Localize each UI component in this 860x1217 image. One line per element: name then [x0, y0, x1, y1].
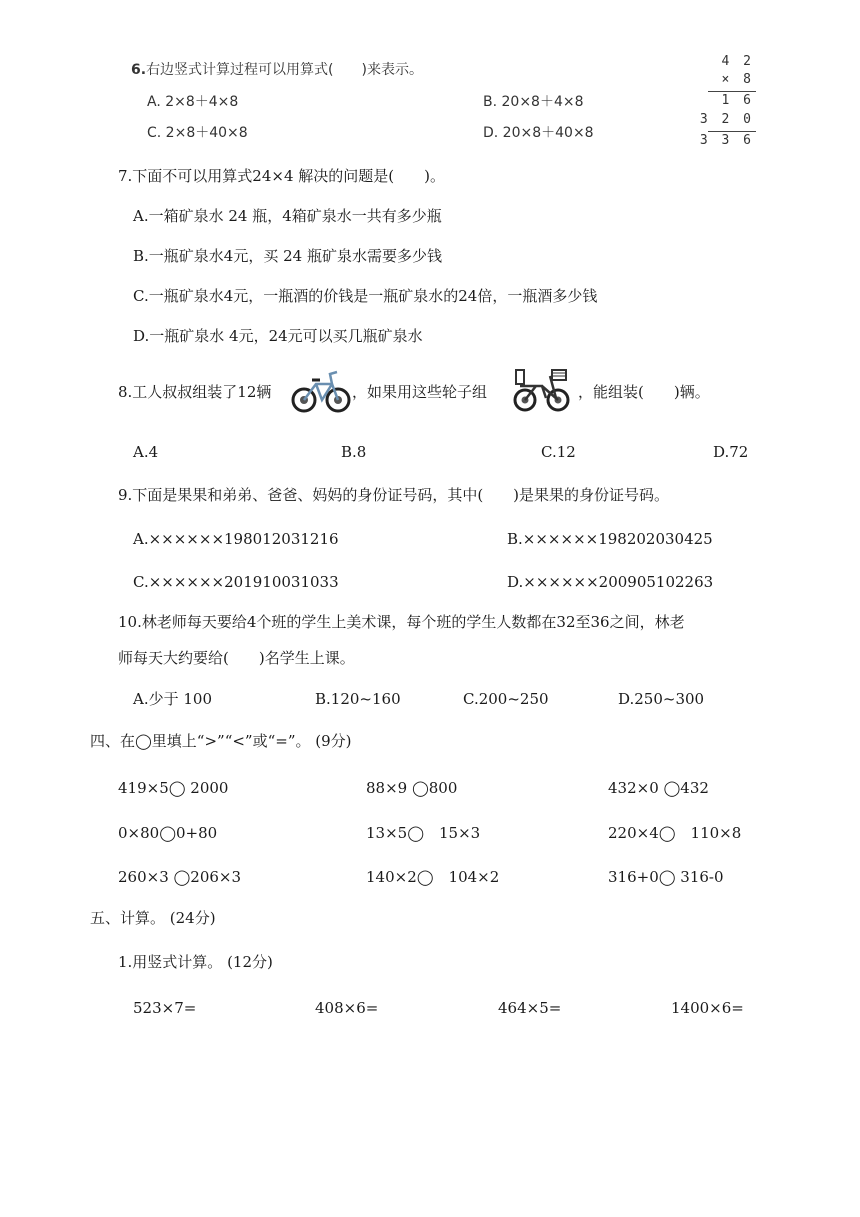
q10-stem-line2: 师每天大约要给( )名学生上课。: [118, 649, 355, 667]
vertical-divider: [708, 131, 756, 132]
q6-option-b: B. 20×8＋4×8: [483, 94, 584, 110]
q8-stem-part2: ，如果用这些轮子组: [352, 383, 488, 401]
q8-option-b: B.8: [341, 443, 367, 461]
calc-item: 408×6=: [315, 999, 379, 1017]
q7-stem: 7.下面不可以用算式24×4 解决的问题是( )。: [118, 167, 445, 185]
q6-option-c: C. 2×8＋40×8: [147, 125, 248, 141]
compare-item: 316+0◯ 316-0: [608, 868, 724, 886]
q8-stem-part3: ，能组装( )辆。: [578, 383, 710, 401]
compare-item: 0×80◯0+80: [118, 824, 218, 842]
vertical-row-partial-2: 3 2 0: [699, 112, 754, 127]
q10-option-b: B.120~160: [315, 690, 401, 708]
q7-option-c: C.一瓶矿泉水4元，一瓶酒的价钱是一瓶矿泉水的24倍，一瓶酒多少钱: [133, 287, 598, 305]
q9-option-d: D.××××××200905102263: [507, 573, 714, 591]
q6-stem: [131, 60, 423, 80]
section5-title: 五、计算。 (24分): [90, 909, 216, 927]
q9-option-a: A.××××××198012031216: [133, 530, 339, 548]
tricycle-icon: [512, 364, 572, 414]
calc-item: 464×5=: [498, 999, 562, 1017]
vertical-row-partial-1: 1 6: [721, 93, 754, 108]
section4-title: 四、在◯里填上“>”“<”或“=”。 (9分): [90, 732, 352, 750]
compare-item: 220×4◯ 110×8: [608, 824, 742, 842]
compare-item: 432×0 ◯432: [608, 779, 709, 797]
q9-option-c: C.××××××201910031033: [133, 573, 339, 591]
q6-option-a: A. 2×8＋4×8: [147, 94, 239, 110]
compare-item: 140×2◯ 104×2: [366, 868, 500, 886]
bicycle-icon: [290, 366, 352, 414]
q8-option-d: D.72: [713, 443, 749, 461]
q9-option-b: B.××××××198202030425: [507, 530, 713, 548]
q8-stem-part1: 8.工人叔叔组装了12辆: [118, 383, 272, 401]
q10-option-d: D.250~300: [618, 690, 705, 708]
q10-option-a: A.少于 100: [133, 690, 212, 708]
vertical-row-multiplicand: 4 2: [721, 54, 754, 69]
q10-option-c: C.200~250: [463, 690, 549, 708]
vertical-divider: [708, 91, 756, 92]
q6-number: 6.: [131, 62, 147, 78]
compare-item: 13×5◯ 15×3: [366, 824, 481, 842]
compare-item: 419×5◯ 2000: [118, 779, 229, 797]
compare-item: 260×3 ◯206×3: [118, 868, 242, 886]
vertical-multiplication: [699, 54, 756, 150]
q6-stem-text: 右边竖式计算过程可以用算式( )来表示。: [146, 62, 423, 78]
q9-stem: 9.下面是果果和弟弟、爸爸、妈妈的身份证号码，其中( )是果果的身份证号码。: [118, 486, 670, 504]
q8-option-c: C.12: [541, 443, 576, 461]
calc-item: 523×7=: [133, 999, 197, 1017]
calc-item: 1400×6=: [671, 999, 744, 1017]
q7-option-d: D.一瓶矿泉水 4元，24元可以买几瓶矿泉水: [133, 327, 423, 345]
q6-option-d: D. 20×8＋40×8: [483, 125, 594, 141]
section5-sub1: 1.用竖式计算。 (12分): [118, 953, 273, 971]
q10-stem-line1: 10.林老师每天要给4个班的学生上美术课，每个班的学生人数都在32至36之间，林老: [118, 613, 685, 631]
q8-option-a: A.4: [133, 443, 159, 461]
q7-option-a: A.一箱矿泉水 24 瓶，4箱矿泉水一共有多少瓶: [133, 207, 442, 225]
vertical-row-product: 3 3 6: [699, 133, 754, 148]
vertical-row-multiplier: × 8: [721, 72, 754, 87]
q7-option-b: B.一瓶矿泉水4元，买 24 瓶矿泉水需要多少钱: [133, 247, 442, 265]
compare-item: 88×9 ◯800: [366, 779, 458, 797]
